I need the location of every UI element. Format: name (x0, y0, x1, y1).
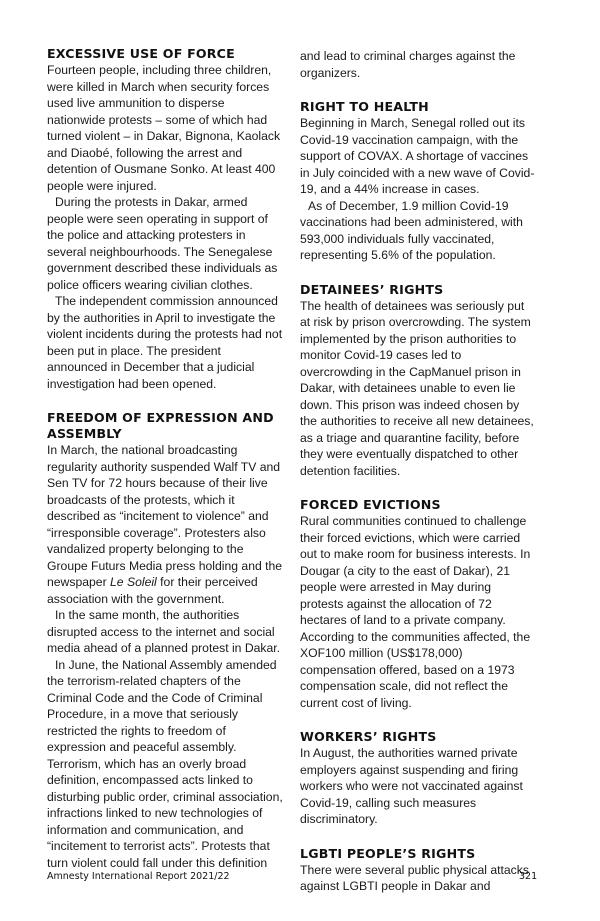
page-number: 321 (519, 871, 538, 882)
paragraph: In August, the authorities warned private employers against suspending and firing workers who were not vaccinated against Covid-19, calling such measures discriminatory. (300, 746, 523, 826)
paragraph: Rural communities continued to challenge their forced evictions, which were carried out to make room for business interests. In Dougar (a city to the east of Dakar), 21 people were arrested in May during protests against the allocation of 72 hectares of land to a private company. According to the communities affected, the XOF100 million (US$178,000) compensation offered, based on a 1973 compensation scale, did not reflect the current cost of living. (300, 514, 531, 710)
paragraph: In the same month, the authorities disrupted access to the internet and social media ahead of a planned protest in Dakar. (47, 608, 281, 655)
paragraph (47, 442, 283, 607)
footer-publication: Amnesty International Report 2021/22 (47, 871, 230, 882)
section-heading-excessive-force: EXCESSIVE USE OF FORCE (47, 46, 235, 61)
newspaper-title: Le Soleil (110, 575, 157, 589)
paragraph-text: for their perceived association with the government. (47, 575, 258, 606)
section-heading-lgbti: LGBTI PEOPLE’S RIGHTS (300, 845, 476, 861)
paragraph: The health of detainees was seriously put at risk by prison overcrowding. The system implemented by the prison authorities to monitor Covid-19 cases led to overcrowding in the CapManuel prison in Dakar, with detainees unable to even lie down. This prison was indeed chosen by the authorities to receive all new detainees, as a triage and quarantine facility, before they were eventually dispatched to other detention facilities. (300, 298, 534, 478)
paragraph-continued: and lead to criminal charges against the organizers. (300, 49, 516, 80)
paragraph: The independent commission announced by the authorities in April to investigate the violent incidents during the protests had not been put in place. The president announced in December that a judicial investigation had been opened. (47, 294, 283, 391)
paragraph: Fourteen people, including three children, were killed in March when security forces used live ammunition to disperse nationwide protests – some of which had turned violent – in Dakar, Bignona, Kaolack and Diaobé, following the arrest and detention of Ousmane Sonko. At least 400 people were injured. (47, 63, 281, 193)
section-heading-evictions: FORCED EVICTIONS (300, 497, 441, 512)
paragraph: As of December, 1.9 million Covid-19 vaccinations had been administered, with 593,000 individuals fully vaccinated, representing 5.6% of the population. (300, 198, 523, 262)
section-heading-health: RIGHT TO HEALTH (300, 99, 429, 114)
paragraph: In June, the National Assembly amended the terrorism-related chapters of the Criminal Code and the Code of Criminal Procedure, in a move that seriously restricted the rights to freedom of expression and peaceful assembly. Terrorism, which has an overly broad definition, encompassed acts linked to disturbing public order, criminal association, infractions linked to new technologies of information and communication, and “incitement to terrorist acts”. Protests that turn violent could fall under this definition (47, 657, 283, 870)
paragraph: Beginning in March, Senegal rolled out its Covid-19 vaccination campaign, with the support of COVAX. A shortage of vaccines in July coincided with a new wave of Covid-19, and a 44% increase in cases. (300, 116, 535, 196)
section-heading-workers: WORKERS’ RIGHTS (300, 729, 437, 744)
paragraph: There were several public physical attacks against LGBTI people in Dakar and (300, 862, 529, 893)
section-heading-detainees: DETAINEES’ RIGHTS (300, 281, 444, 297)
paragraph: During the protests in Dakar, armed people were seen operating in support of the police and attacking protesters in several neighbourhoods. The Senegalese government described these individuals as police officers wearing civilian clothes. (47, 195, 278, 292)
right-column (300, 48, 536, 895)
paragraph-text: In March, the national broadcasting regularity authority suspended Walf TV and Sen TV for 72 hours because of their live broadcasts of the protests, which it described as “incitement to violence” and “irresponsible coverage”. Protesters also vandalized property belonging to the Groupe Futurs Media press holding and the newspaper (47, 443, 283, 589)
section-heading-expression: FREEDOM OF EXPRESSION AND ASSEMBLY (47, 410, 274, 441)
left-column (47, 46, 283, 871)
